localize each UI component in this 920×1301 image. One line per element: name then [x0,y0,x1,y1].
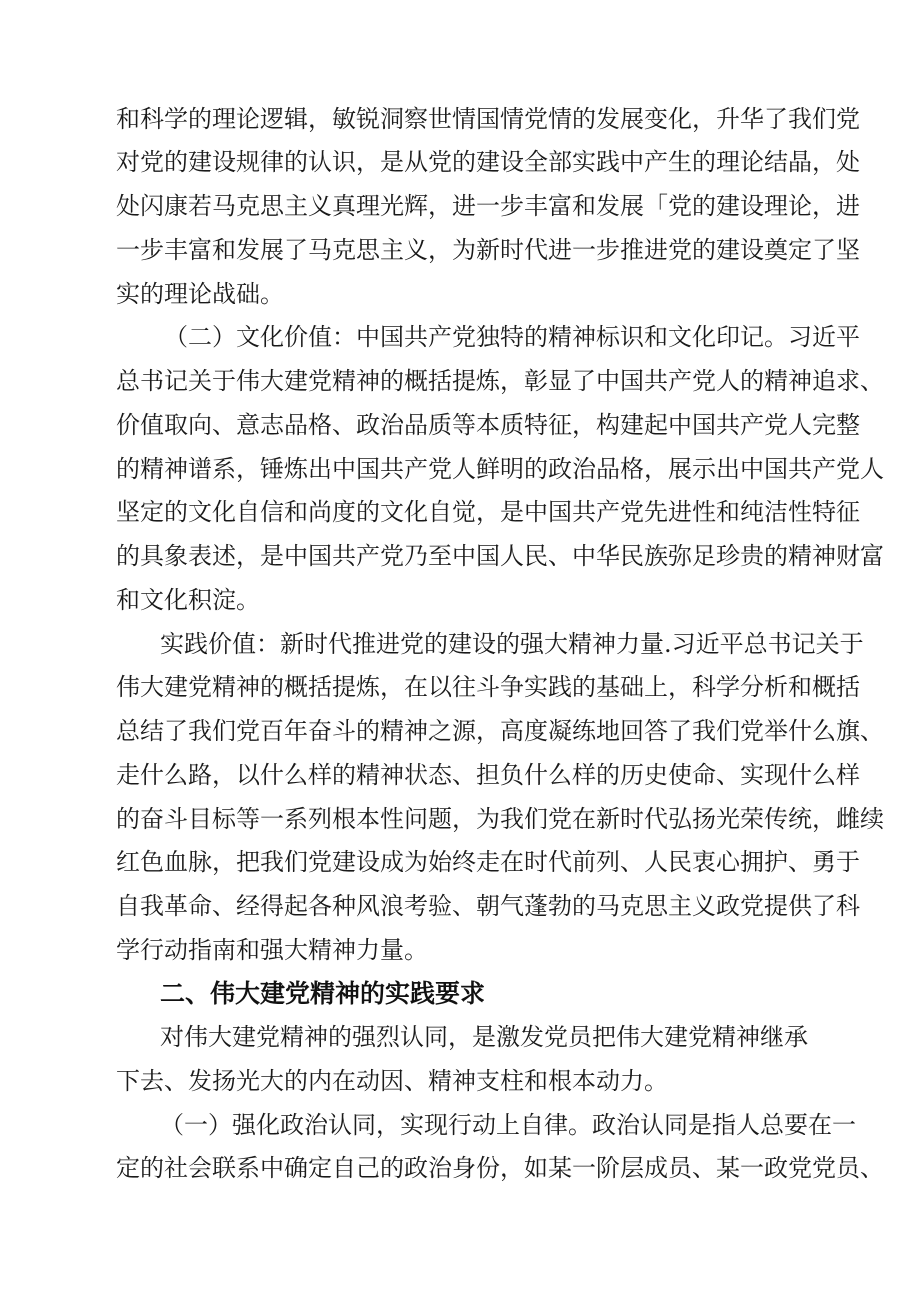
text-line: 红色血脉，把我们党建设成为始终走在时代前列、人民衷心拥护、勇于 [116,848,860,876]
text-line: 坚定的文化自信和尚度的文化自觉，是中国共产党先进性和纯洁性特征 [116,498,860,526]
text-line: 总书记关于伟大建党精神的概括提炼，彰显了中国共产党人的精神追求、 [116,367,884,395]
text-line: 实践价值：新时代推进党的建设的强大精神力量.习近平总书记关于 [160,630,864,658]
text-line: 定的社会联系中确定自己的政治身份，如某一阶层成员、某一政党党员、 [116,1154,884,1182]
text-line: 走什么路，以什么样的精神状态、担负什么样的历史使命、实现什么样 [116,761,860,789]
text-line: 一步丰富和发展了马克思主义，为新时代进一步推进党的建设奠定了坚 [116,236,860,264]
text-line: 处闪康若马克思主义真理光辉，进一步丰富和发展「党的建设理论，进 [116,192,860,220]
text-line: 的具象表述，是中国共产党乃至中国人民、中华民族弥足珍贵的精神财富 [116,542,884,570]
text-line: 实的理论战础。 [116,280,284,308]
text-line: （二）文化价值：中国共产党独特的精神标识和文化印记。习近平 [164,323,860,351]
text-line: 的精神谱系，锤炼出中国共产党人鲜明的政治品格，展示出中国共产党人 [116,455,884,483]
text-line: 伟大建党精神的概括提炼，在以往斗争实践的基础上，科学分析和概括 [116,673,860,701]
text-line: 学行动指南和强大精神力量。 [116,936,428,964]
text-line: （一）强化政治认同，实现行动上自律。政治认同是指人总要在一 [160,1111,856,1139]
text-line: 的奋斗目标等一系列根本性问题，为我们党在新时代弘扬光荣传统，雌续 [116,805,884,833]
text-line: 对伟大建党精神的强烈认同，是激发党员把伟大建党精神继承 [160,1023,808,1051]
text-line: 对党的建设规律的认识，是从党的建设全部实践中产生的理论结晶，处 [116,148,860,176]
text-line: 和科学的理论逻辑，敏锐洞察世情国情党情的发展变化，升华了我们党 [116,105,860,133]
text-line: 和文化积淀。 [116,586,260,614]
section-heading: 二、伟大建党精神的实践要求 [160,979,486,1008]
text-line: 自我革命、经得起各种风浪考验、朝气蓬勃的马克思主义政党提供了科 [116,892,860,920]
text-line: 下去、发扬光大的内在动因、精神支柱和根本动力。 [116,1067,668,1095]
text-line: 总结了我们党百年奋斗的精神之源，高度凝练地回答了我们党举什么旗、 [116,717,884,745]
text-line: 价值取向、意志品格、政治品质等本质特征，构建起中国共产党人完整 [116,411,860,439]
